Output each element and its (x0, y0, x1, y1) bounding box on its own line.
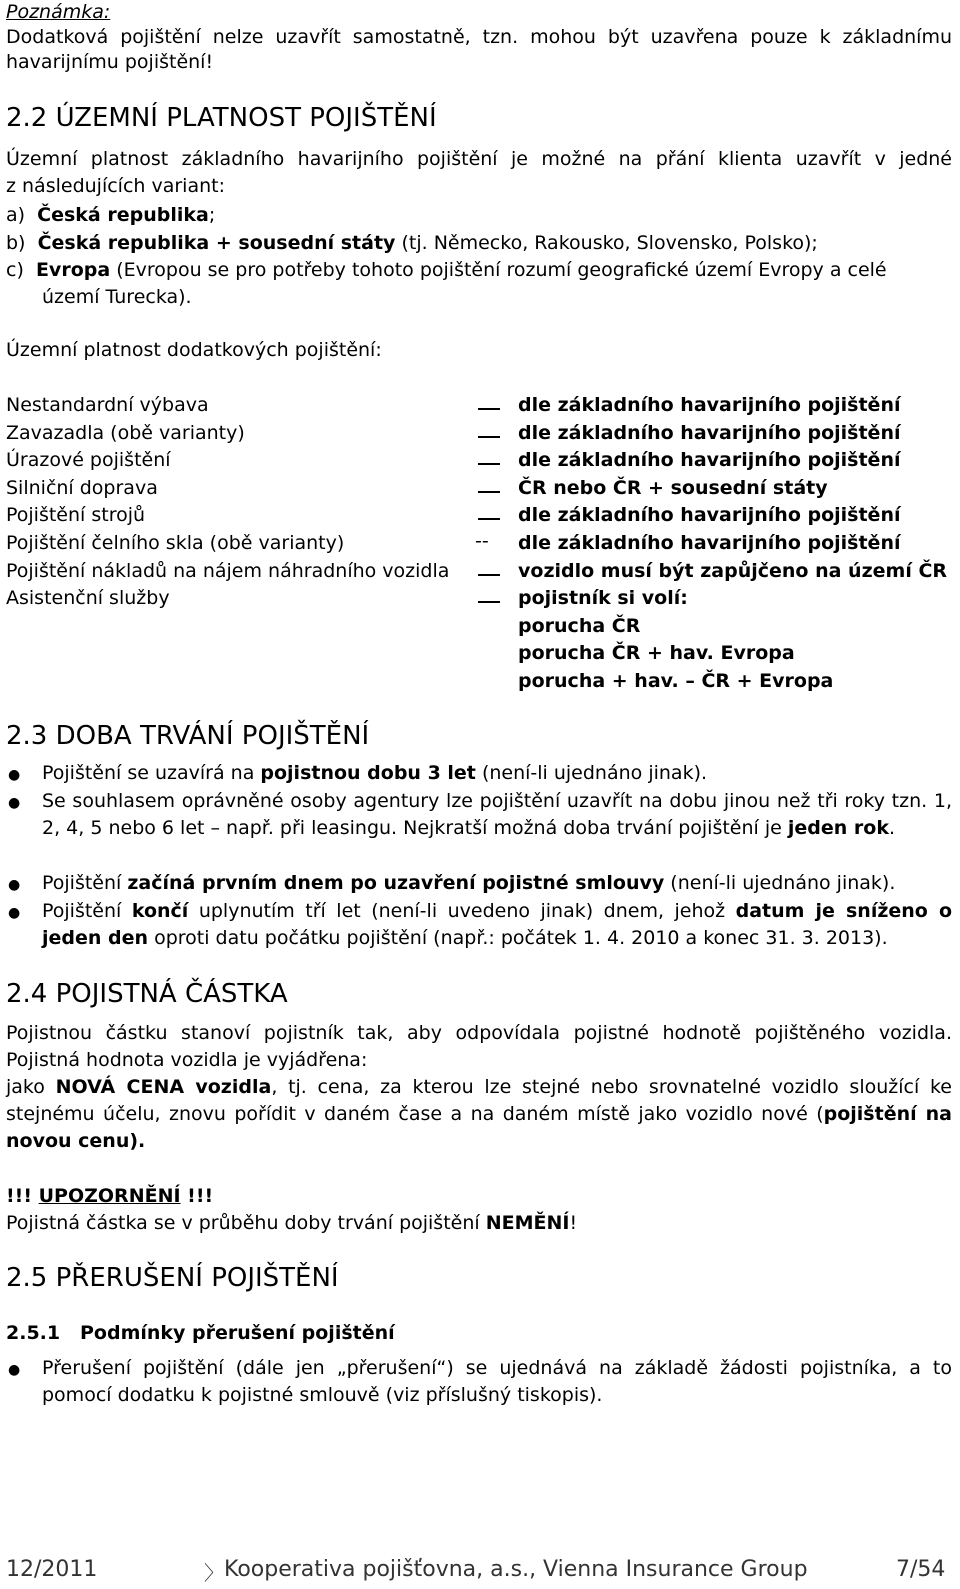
text-run: !!! (180, 1185, 214, 1207)
subsection-title: Podmínky přerušení pojištění (80, 1322, 395, 1344)
bullet-icon: ● (8, 877, 21, 893)
text-run: oproti datu počátku pojištění (např.: počátek 1. 4. 2010 a konec 31. 3. 2013). (148, 926, 888, 949)
warning-text (6, 1213, 577, 1235)
note-line: Dodatková pojištění nelze uzavřít samostatně, tzn. mohou být uzavřena pouze k základnímu (6, 26, 952, 48)
dash-separator (478, 601, 500, 603)
dash-separator (478, 408, 500, 410)
table-row-label: Pojištění čelního skla (obě varianty) (6, 532, 345, 554)
text-run-bold: NOVÁ CENA vozidla (55, 1076, 272, 1098)
table-row-label: Pojištění strojů (6, 504, 146, 526)
text-run: Se souhlasem oprávněné osoby agentury lze pojištění uzavřít na dobu jinou než tři roky tzn. 1, 2, 4, 5 nebo 6 let – např. při leasingu. Nejkratší možná doba trvání pojištění je (42, 790, 952, 839)
text-run: jako (6, 1076, 56, 1098)
bullet-icon: ● (8, 795, 21, 811)
text-run: !!! (6, 1185, 39, 1207)
variant-c (6, 260, 887, 282)
bullet-text (42, 760, 952, 787)
table-row-value: vozidlo musí být zapůjčeno na území ČR (518, 560, 948, 582)
table-row-label: Zavazadla (obě varianty) (6, 422, 245, 444)
note-label: Poznámka: (6, 1, 111, 23)
text-run: (není-li ujednáno jinak). (664, 872, 896, 894)
footer-company: Kooperativa pojišťovna, a.s., Vienna Insurance Group (224, 1557, 808, 1582)
dash-separator (478, 574, 500, 576)
bullet-icon: ● (8, 905, 21, 921)
table-row-label: Asistenční služby (6, 587, 170, 609)
text-run: stejnému účelu, znovu pořídit v daném čase a na daném místě jako vozidlo nové ( (6, 1103, 824, 1125)
list-marker: c) (6, 259, 24, 281)
table-row-value: ČR nebo ČR + sousední státy (518, 477, 828, 499)
text-run: Pojištění (42, 900, 132, 922)
assistance-option: porucha + hav. – ČR + Evropa (518, 670, 834, 692)
variant-b (6, 233, 818, 255)
dash-separator (478, 463, 500, 465)
table-row-value: pojistník si volí: (518, 587, 688, 609)
table-row-label: Úrazové pojištění (6, 449, 171, 471)
paragraph-line (6, 1077, 952, 1099)
text-run-bold: pojištění na (823, 1103, 952, 1125)
variant-rest: (Evropou se pro potřeby tohoto pojištění rozumí geografické území Evropy a celé (110, 259, 887, 281)
table-row-value: dle základního havarijního pojištění (518, 532, 901, 554)
text-run: Pojistná částka se v průběhu doby trvání pojištění (6, 1212, 486, 1234)
section-heading: 2.5 PŘERUŠENÍ POJIŠTĚNÍ (6, 1263, 339, 1293)
double-dash-separator: -- (475, 530, 489, 552)
table-row-label: Pojištění nákladů na nájem náhradního vozidla (6, 560, 450, 582)
chevron-right-icon: 〉 (204, 1561, 224, 1585)
footer-date: 12/2011 (6, 1557, 98, 1582)
text-run-bold: pojistnou dobu 3 let (260, 762, 476, 784)
text-run: uplynutím tří let (není-li uvedeno jinak) dnem, jehož (188, 900, 736, 922)
text-run: , tj. cena, za kterou lze stejné nebo srovnatelné vozidlo sloužící ke (271, 1076, 952, 1098)
variant-rest: ; (208, 204, 216, 226)
text-run-bold: začíná prvním dnem po uzavření pojistné smlouvy (127, 872, 665, 894)
text-run: Pojištění se uzavírá na (42, 762, 261, 784)
text-run: ! (569, 1212, 578, 1234)
table-row-label: Silniční doprava (6, 477, 158, 499)
variant-name: Česká republika + sousední státy (37, 232, 396, 254)
paragraph-line: Pojistná hodnota vozidla je vyjádřena: (6, 1049, 368, 1071)
list-marker: b) (6, 232, 26, 254)
page-number: 7/54 (896, 1557, 946, 1582)
variant-rest: (tj. Německo, Rakousko, Slovensko, Polsko); (395, 232, 818, 254)
text-run-bold: datum je sníženo o jeden den (42, 900, 952, 949)
paragraph-line: Územní platnost základního havarijního pojištění je možné na přání klienta uzavřít v jedné (6, 148, 952, 170)
variant-name: Česká republika (37, 204, 209, 226)
variant-c-continuation: území Turecka). (42, 286, 192, 308)
note-line: havarijnímu pojištění! (6, 51, 214, 73)
assistance-option: porucha ČR (518, 615, 641, 637)
supplementary-title: Územní platnost dodatkových pojištění: (6, 339, 382, 361)
assistance-option: porucha ČR + hav. Evropa (518, 642, 795, 664)
paragraph-line (6, 1104, 952, 1126)
dash-separator (478, 436, 500, 438)
paragraph-line: Pojistnou částku stanoví pojistník tak, aby odpovídala pojistné hodnotě pojištěného vozidla. (6, 1022, 952, 1044)
table-row-value: dle základního havarijního pojištění (518, 504, 901, 526)
text-run: (není-li ujednáno jinak). (475, 762, 708, 784)
warning-title (6, 1186, 213, 1208)
bullet-text (42, 870, 952, 897)
text-run-underlined: UPOZORNĚNÍ (38, 1185, 181, 1207)
table-row-label: Nestandardní výbava (6, 394, 209, 416)
text-run-bold: končí (131, 900, 189, 922)
section-heading: 2.2 ÚZEMNÍ PLATNOST POJIŠTĚNÍ (6, 103, 437, 133)
bullet-text (42, 898, 952, 951)
table-row-value: dle základního havarijního pojištění (518, 449, 901, 471)
bullet-text (42, 788, 952, 841)
bullet-icon: ● (8, 767, 21, 783)
subsection-number: 2.5.1 (6, 1322, 61, 1344)
section-heading: 2.4 POJISTNÁ ČÁSTKA (6, 979, 288, 1009)
section-heading: 2.3 DOBA TRVÁNÍ POJIŠTĚNÍ (6, 721, 370, 751)
dash-separator (478, 491, 500, 493)
bullet-text: Přerušení pojištění (dále jen „přerušení“) se ujednává na základě žádosti pojistníka, a to pomocí dodatku k pojistné smlouvě (viz příslušný tiskopis). (42, 1357, 952, 1406)
text-run-bold: jeden rok (787, 816, 889, 839)
text-run-bold: NEMĚNÍ (485, 1212, 570, 1234)
variant-name: Evropa (35, 259, 111, 281)
text-run: . (888, 816, 896, 839)
paragraph-line: z následujících variant: (6, 175, 225, 197)
table-row-value: dle základního havarijního pojištění (518, 394, 901, 416)
text-run: Pojištění (42, 872, 128, 894)
bullet-icon: ● (8, 1362, 21, 1378)
dash-separator (478, 518, 500, 520)
variant-a (6, 205, 215, 227)
table-row-value: dle základního havarijního pojištění (518, 422, 901, 444)
list-marker: a) (6, 204, 26, 226)
paragraph-line: novou cenu). (6, 1130, 146, 1152)
